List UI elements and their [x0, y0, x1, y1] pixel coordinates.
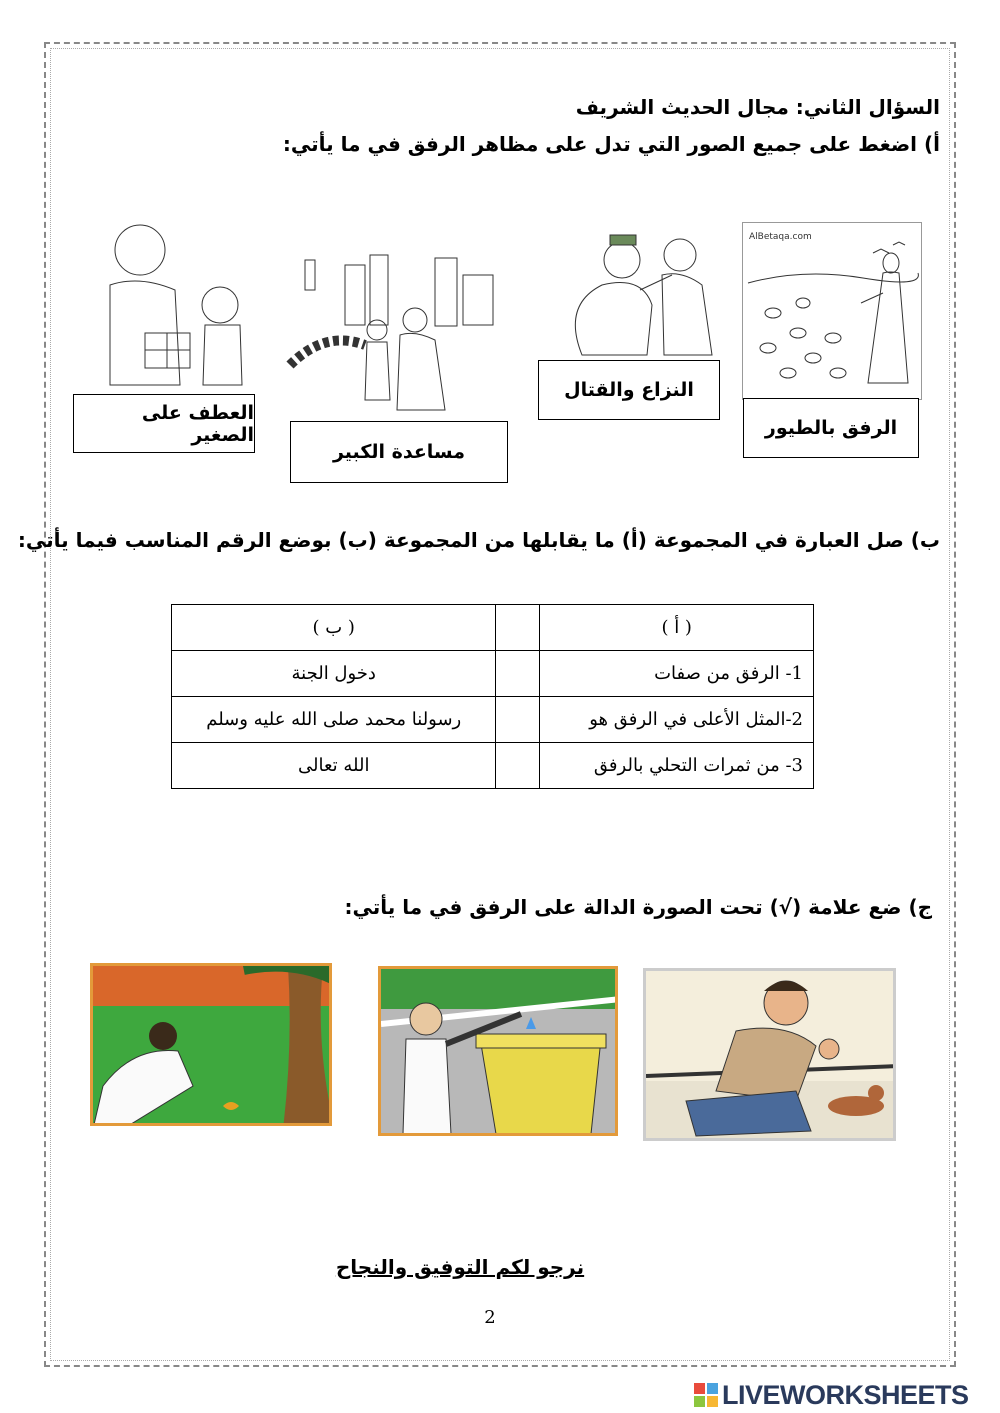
brand-name: LIVEWORKSHEETS [722, 1379, 969, 1410]
liveworksheets-logo[interactable] [694, 1380, 969, 1410]
answer-cell[interactable] [496, 697, 540, 743]
photo-trash[interactable] [378, 966, 618, 1136]
woman-feeding-birds-icon [743, 223, 921, 399]
table-row [172, 743, 814, 789]
part-b-instruction: ب) صل العبارة في المجموعة (أ) ما يقابلها من المجموعة (ب) بوضع الرقم المناسب فيما يأتي: [17, 528, 940, 552]
boy-feeding-under-tree-icon [93, 966, 332, 1126]
table-row [172, 697, 814, 743]
row-b-cell: دخول الجنة [172, 651, 496, 697]
photo-cat[interactable] [643, 968, 896, 1141]
photo-tree[interactable] [90, 963, 332, 1126]
boy-hurting-cat-icon [646, 971, 896, 1141]
closing-message: نرجو لكم التوفيق والنجاح [335, 1255, 585, 1279]
row-b-cell: رسولنا محمد صلى الله عليه وسلم [172, 697, 496, 743]
fighting-picture[interactable] [552, 215, 742, 365]
table-row [172, 651, 814, 697]
svg-text:AlBetaqa.com: AlBetaqa.com [749, 232, 812, 242]
helping-elderly-picture[interactable] [285, 250, 503, 420]
helping-elderly-icon [285, 250, 503, 420]
men-fighting-icon [552, 215, 742, 365]
birds-picture[interactable] [742, 222, 922, 400]
card-label-child[interactable]: العطف على الصغير [73, 394, 255, 453]
row-b-cell: الله تعالى [172, 743, 496, 789]
man-giving-gift-to-child-icon [80, 215, 270, 395]
child-kindness-picture[interactable] [80, 215, 270, 395]
row-a-cell: 3- من ثمرات التحلي بالرفق [540, 743, 814, 789]
card-label-fighting[interactable]: النزاع والقتال [538, 360, 720, 420]
part-c-instruction: ج) ضع علامة (√) تحت الصورة الدالة على الرفق في ما يأتي: [344, 895, 932, 919]
liveworksheets-icon [694, 1383, 718, 1407]
table-header-row [172, 605, 814, 651]
answer-cell[interactable] [496, 743, 540, 789]
section-title: السؤال الثاني: مجال الحديث الشريف [575, 95, 940, 119]
row-a-cell: 2-المثل الأعلى في الرفق هو [540, 697, 814, 743]
matching-table [171, 604, 814, 789]
boy-using-trash-bin-icon [381, 969, 618, 1136]
card-label-elderly[interactable]: مساعدة الكبير [290, 421, 508, 483]
card-label-birds[interactable]: الرفق بالطيور [743, 398, 919, 458]
answer-header [496, 605, 540, 651]
page-number: 2 [484, 1307, 496, 1328]
row-a-cell: 1- الرفق من صفات [540, 651, 814, 697]
part-a-instruction: أ) اضغط على جميع الصور التي تدل على مظاهر الرفق في ما يأتي: [282, 132, 940, 156]
answer-cell[interactable] [496, 651, 540, 697]
header-b: ( ب ) [172, 605, 496, 651]
header-a: ( أ ) [540, 605, 814, 651]
